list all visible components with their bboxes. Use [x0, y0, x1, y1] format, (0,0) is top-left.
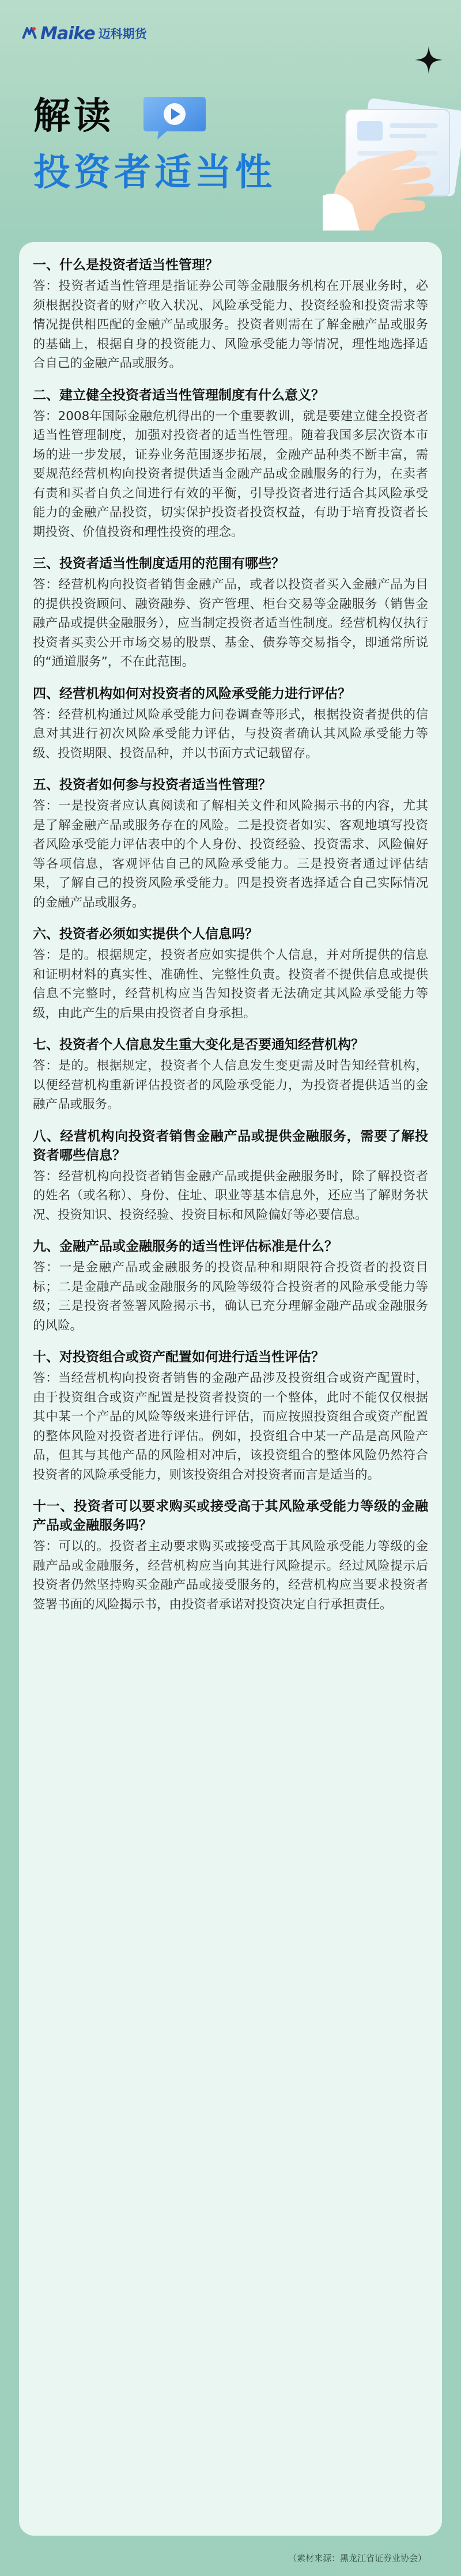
- question-9: 九、金融产品或金融服务的适当性评估标准是什么？: [33, 1239, 338, 1254]
- answer-4: 答：经营机构通过风险承受能力问卷调查等形式，根据投资者提供的信息对其进行初次风险承受能力评估，与投资者确认其风险承受能力等级、投资期限、投资品种，并以书面方式记载留存。: [33, 707, 428, 761]
- qa-section-6: [33, 925, 428, 1023]
- answer-5: 答：一是投资者应认真阅读和了解相关文件和风险揭示书的内容，尤其是了解金融产品或服务存在的风险。二是投资者如实、客观地填写投资者风险承受能力评估表中的个人身份、投资经验、投资需求、风险偏好等各项信息，客观评估自己的风险承受能力。三是投资者通过评估结果，了解自己的投资风险承受能力。四是投资者选择适合自己实际情况的金融产品或服务。: [33, 799, 428, 910]
- content-card: [19, 242, 442, 2536]
- question-7: 七、投资者个人信息发生重大变化是否要通知经营机构？: [33, 1037, 364, 1052]
- question-1: 一、什么是投资者适当性管理？: [33, 258, 218, 273]
- brand-logo: [22, 22, 147, 45]
- answer-6: 答：是的。根据规定，投资者应如实提供个人信息，并对所提供的信息和证明材料的真实性、准确性、完整性负责。投资者不提供信息或提供信息不完整时，经营机构应当告知投资者无法确定其风险承受能力等级，由此产生的后果由投资者自身承担。: [33, 948, 428, 1021]
- hand-holding-card-icon: [323, 86, 461, 231]
- qa-section-10: [33, 1348, 428, 1485]
- question-4: 四、经营机构如何对投资者的风险承受能力进行评估？: [33, 686, 351, 701]
- question-11: 十一、投资者可以要求购买或接受高于其风险承受能力等级的金融产品或金融服务吗？: [33, 1499, 428, 1533]
- sparkle-icon: [414, 45, 444, 75]
- qa-section-3: [33, 554, 428, 672]
- page-subtitle: 投资者适当性: [33, 152, 275, 194]
- answer-11: 答：可以的。投资者主动要求购买或接受高于其风险承受能力等级的金融产品或金融服务，经营机构应当向其进行风险提示。经过风险提示后投资者仍然坚持购买金融产品或接受服务的，经营机构应当要求投资者签署书面的风险揭示书，由投资者承诺对投资决定自行承担责任。: [33, 1539, 428, 1612]
- question-2: 二、建立健全投资者适当性管理制度有什么意义？: [33, 387, 324, 403]
- brand-name-cn: 迈科期货: [98, 27, 147, 41]
- answer-7: 答：是的。根据规定，投资者个人信息发生变更需及时告知经营机构，以便经营机构重新评估投资者的风险承受能力，为投资者提供适当的金融产品或服务。: [33, 1059, 428, 1112]
- qa-section-8: [33, 1127, 428, 1225]
- qa-section-5: [33, 776, 428, 912]
- answer-9: 答：一是金融产品或金融服务的投资品种和期限符合投资者的投资目标；二是金融产品或金融服务的风险等级符合投资者的风险承受能力等级；三是投资者签署风险揭示书，确认已充分理解金融产品或金融服务的风险。: [33, 1260, 428, 1333]
- question-5: 五、投资者如何参与投资者适当性管理？: [33, 777, 271, 792]
- question-3: 三、投资者适当性制度适用的范围有哪些？: [33, 556, 285, 571]
- qa-section-1: [33, 256, 428, 373]
- answer-3: 答：经营机构向投资者销售金融产品，或者以投资者买入金融产品为目的提供投资顾问、融资融券、资产管理、柜台交易等金融服务（销售金融产品或提供金融服务），应当制定投资者适当性制度。经营机构仅执行投资者买卖公开市场交易的股票、基金、债券等交易指令，即通常所说的“通道服务”，不在此范围。: [33, 577, 428, 669]
- question-6: 六、投资者必须如实提供个人信息吗？: [33, 927, 258, 942]
- qa-section-9: [33, 1237, 428, 1335]
- source-credit: （素材来源：黑龙江省证券业协会）: [288, 2553, 426, 2563]
- brand-mark-icon: [22, 26, 37, 41]
- qa-section-4: [33, 685, 428, 764]
- qa-section-7: [33, 1036, 428, 1115]
- answer-2: 答：2008年国际金融危机得出的一个重要教训，就是要建立健全投资者适当性管理制度，加强对投资者的适当性管理。随着我国多层次资本市场的进一步发展，证券业务范围逐步拓展，金融产品种类不断丰富，需要规范经营机构向投资者提供适当金融产品或金融服务的行为，在卖者有责和买者自负之间进行有效的平衡，引导投资者进行适合其风险承受能力的金融产品投资，切实保护投资者投资权益，有助于培育投资者长期投资、价值投资和理性投资的理念。: [33, 409, 428, 539]
- question-8: 八、经营机构向投资者销售金融产品或提供金融服务，需要了解投资者哪些信息？: [33, 1128, 428, 1163]
- answer-1: 答：投资者适当性管理是指证券公司等金融服务机构在开展业务时，必须根据投资者的财产收入状况、风险承受能力、投资经验和投资需求等情况提供相匹配的金融产品或服务。投资者则需在了解金融产品或服务的基础上，根据自身的投资能力、风险承受能力等情况，理性地选择适合自己的金融产品或服务。: [33, 279, 428, 371]
- question-10: 十、对投资组合或资产配置如何进行适当性评估？: [33, 1350, 324, 1365]
- header-banner: [0, 0, 461, 236]
- brand-name-en: Maike: [40, 23, 95, 44]
- answer-8: 答：经营机构向投资者销售金融产品或提供金融服务时，除了解投资者的姓名（或名称）、身份、住址、职业等基本信息外，还应当了解财务状况、投资知识、投资经验、投资目标和风险偏好等必要信息。: [33, 1169, 428, 1222]
- answer-10: 答：当经营机构向投资者销售的金融产品涉及投资组合或资产配置时，由于投资组合或资产配置是投资者投资的一个整体，此时不能仅仅根据其中某一个产品的风险等级来进行评估，而应按照投资组合或资产配置的整体风险对投资者进行评估。例如，投资组合中某一产品是高风险产品，但其与其他产品的风险相对冲后，该投资组合的整体风险仍然符合投资者的风险承受能力，则该投资组合对投资者而言是适当的。: [33, 1371, 428, 1482]
- page-title: 解读: [33, 95, 114, 138]
- video-play-bubble-icon: [141, 93, 208, 141]
- qa-section-2: [33, 386, 428, 542]
- qa-section-11: [33, 1497, 428, 1614]
